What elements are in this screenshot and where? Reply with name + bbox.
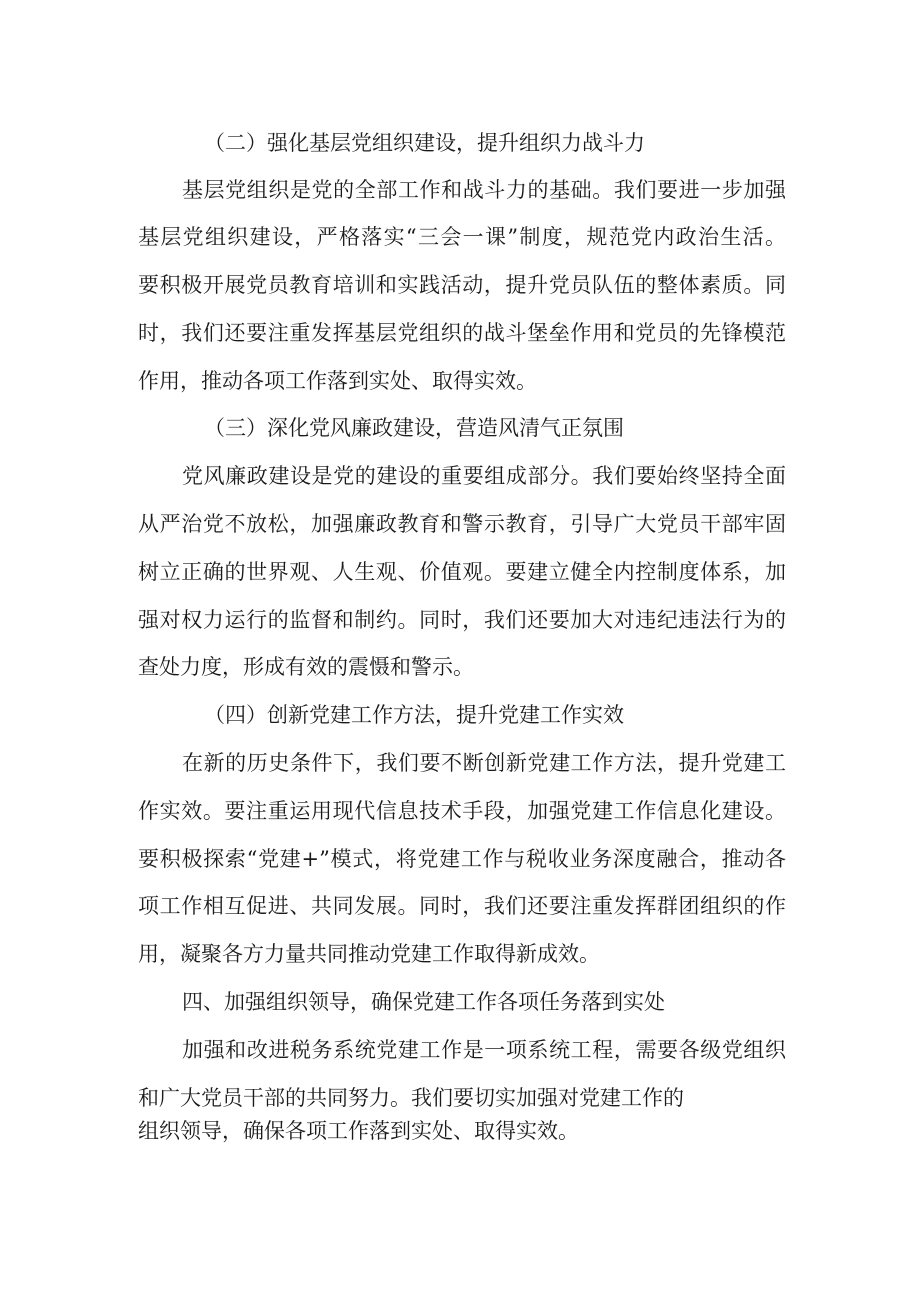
paragraph-line: 从严治党不放松，加强廉政教育和警示教育，引导广大党员干部牢固 [138, 512, 786, 536]
paragraph-line: 加强和改进税务系统党建工作是一项系统工程，需要各级党组织 [182, 1038, 786, 1062]
paragraph-line: 时，我们还要注重发挥基层党组织的战斗堡垒作用和党员的先锋模范 [138, 321, 786, 345]
paragraph-line: 树立正确的世界观、人生观、价值观。要建立健全内控制度体系，加 [138, 560, 786, 584]
section-heading-4: （四）创新党建工作方法，提升党建工作实效 [204, 703, 624, 727]
chapter-heading-4: 四、加强组织领导，确保党建工作各项任务落到实处 [182, 990, 665, 1014]
paragraph-line: 项工作相互促进、共同发展。同时，我们还要注重发挥群团组织的作 [138, 894, 786, 918]
section-heading-3: （三）深化党风廉政建设，营造风清气正氛围 [204, 416, 624, 440]
paragraph-line: 要积极开展党员教育培训和实践活动，提升党员队伍的整体素质。同 [138, 273, 786, 297]
paragraph-line: 要积极探索“党建+”模式，将党建工作与税收业务深度融合，推动各 [138, 847, 786, 871]
paragraph-line: 基层党组织是党的全部工作和战斗力的基础。我们要进一步加强 [182, 178, 786, 202]
paragraph-line: 作用，推动各项工作落到实处、取得实效。 [138, 369, 537, 393]
paragraph-line: 作实效。要注重运用现代信息技术手段，加强党建工作信息化建设。 [138, 799, 786, 823]
paragraph-line: 查处力度，形成有效的震慑和警示。 [138, 655, 474, 679]
paragraph-line: 强对权力运行的监督和制约。同时，我们还要加大对违纪违法行为的 [138, 608, 786, 632]
paragraph-line: 和广大党员干部的共同努力。我们要切实加强对党建工作的 [138, 1086, 684, 1110]
paragraph-line: 组织领导，确保各项工作落到实处、取得实效。 [138, 1119, 579, 1143]
paragraph-line: 党风廉政建设是党的建设的重要组成部分。我们要始终坚持全面 [182, 464, 786, 488]
paragraph-line: 在新的历史条件下，我们要不断创新党建工作方法，提升党建工 [182, 751, 786, 775]
section-heading-2: （二）强化基层党组织建设，提升组织力战斗力 [204, 131, 645, 155]
paragraph-line: 基层党组织建设，严格落实“三会一课”制度，规范党内政治生活。 [138, 225, 786, 249]
paragraph-line: 用，凝聚各方力量共同推动党建工作取得新成效。 [138, 942, 600, 966]
